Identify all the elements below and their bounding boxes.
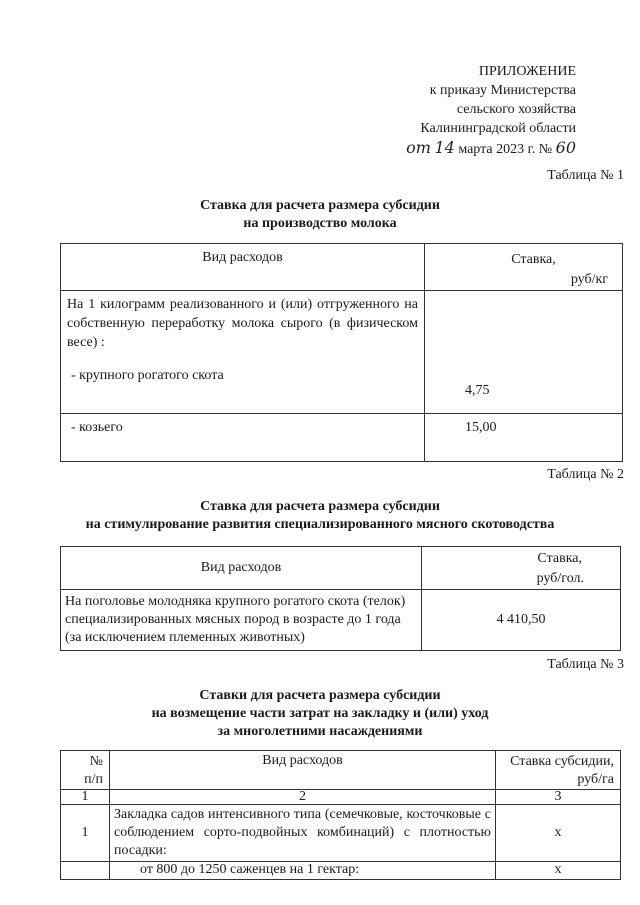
table3-index-2: 2 <box>110 790 496 805</box>
table3-row-1-num: 1 <box>61 805 110 862</box>
appendix-line-2: сельского хозяйства <box>456 102 576 117</box>
table2-col-rate <box>422 547 621 590</box>
appendix-line-1: к приказу Министерства <box>429 83 576 98</box>
table3-col-num-line-1: № <box>89 754 103 769</box>
table-row <box>61 862 621 880</box>
table1-intro-cell <box>61 291 425 414</box>
table1-col-rate-line-1: Ставка, <box>511 252 556 267</box>
table2-row-label: На поголовье молодняка крупного рогатого скота (телок) специализированных мясных пород в возрасте до 1 года (за исключением племенных животных) <box>61 590 422 651</box>
table3-col-num <box>61 751 110 790</box>
table-row <box>61 414 623 462</box>
order-date-line <box>336 138 576 159</box>
table-row <box>61 291 623 414</box>
table3-row-2-value: х <box>496 862 621 880</box>
table-row <box>61 590 621 651</box>
handwritten-day: 14 <box>434 138 455 157</box>
order-date-text: марта 2023 г. № <box>458 142 553 157</box>
table1-intro: На 1 килограмм реализованного и (или) отгруженного на собственную переработку молока сырого (в физическом весе) : <box>67 297 418 350</box>
table3-heading-line-3: за многолетними насаждениями <box>217 724 423 739</box>
table1-row-2-value: 15,00 <box>425 414 623 462</box>
table3-index-3: 3 <box>496 790 621 805</box>
table3-row-2-num <box>61 862 110 880</box>
table1-row-1-label: - крупного рогатого скота <box>71 368 224 383</box>
table3-heading-line-1: Ставки для расчета размера субсидии <box>199 688 441 703</box>
handwritten-order-number: 60 <box>555 138 576 157</box>
table3-header-row <box>61 751 621 790</box>
handwritten-date-prefix: от <box>406 138 431 157</box>
table2-header-row <box>61 547 621 590</box>
table2 <box>60 546 621 651</box>
table1-number: Таблица № 1 <box>547 168 624 183</box>
table2-row-value: 4 410,50 <box>422 590 621 651</box>
table3-row-2-label: от 800 до 1250 саженцев на 1 гектар: <box>110 862 496 880</box>
appendix-line-3: Калининградской области <box>420 121 576 136</box>
table1-col-type-label: Вид расходов <box>202 250 283 265</box>
table3-heading-line-2: на возмещение части затрат на закладку и (или) уход <box>151 706 489 721</box>
table1-heading-line-1: Ставка для расчета размера субсидии <box>200 198 440 213</box>
table3-row-1-label <box>110 805 496 862</box>
table3-index-1: 1 <box>61 790 110 805</box>
table3-number: Таблица № 3 <box>547 657 624 672</box>
table1-col-rate <box>425 244 623 291</box>
table-row <box>61 805 621 862</box>
table1 <box>60 243 623 462</box>
table2-col-rate-line-1: Ставка, <box>537 551 582 566</box>
table3-heading <box>0 687 640 741</box>
table3-row-1-label-text: Закладка садов интенсивного типа (семечковые, косточковые с соблюдением сорто-подвойных комбинаций) с плотностью посадки: <box>114 807 491 858</box>
table2-heading-line-1: Ставка для расчета размера субсидии <box>200 499 440 514</box>
table1-header-row <box>61 244 623 291</box>
table1-row-1-value: 4,75 <box>425 291 623 414</box>
table1-col-rate-line-2: руб/кг <box>570 272 608 287</box>
table3-row-1-value: х <box>496 805 621 862</box>
table3 <box>60 750 621 880</box>
table3-col-type: Вид расходов <box>110 751 496 790</box>
table2-number: Таблица № 2 <box>547 467 624 482</box>
table1-row-2-label: - козьего <box>61 414 425 462</box>
table3-col-rate <box>496 751 621 790</box>
table3-col-rate-line-2: руб/га <box>577 772 614 787</box>
table1-heading <box>0 197 640 233</box>
table3-col-rate-line-1: Ставка субсидии, <box>510 754 614 769</box>
table1-col-type <box>61 244 425 291</box>
table2-heading <box>0 498 640 534</box>
appendix-header <box>336 62 576 159</box>
table3-col-num-line-2: п/п <box>84 772 103 787</box>
table2-col-rate-line-2: руб/гол. <box>536 571 584 586</box>
table3-index-row <box>61 790 621 805</box>
table1-heading-line-2: на производство молока <box>243 216 397 231</box>
table2-heading-line-2: на стимулирование развития специализированного мясного скотоводства <box>85 517 555 532</box>
table2-col-type: Вид расходов <box>61 547 422 590</box>
appendix-title: ПРИЛОЖЕНИЕ <box>478 64 576 79</box>
